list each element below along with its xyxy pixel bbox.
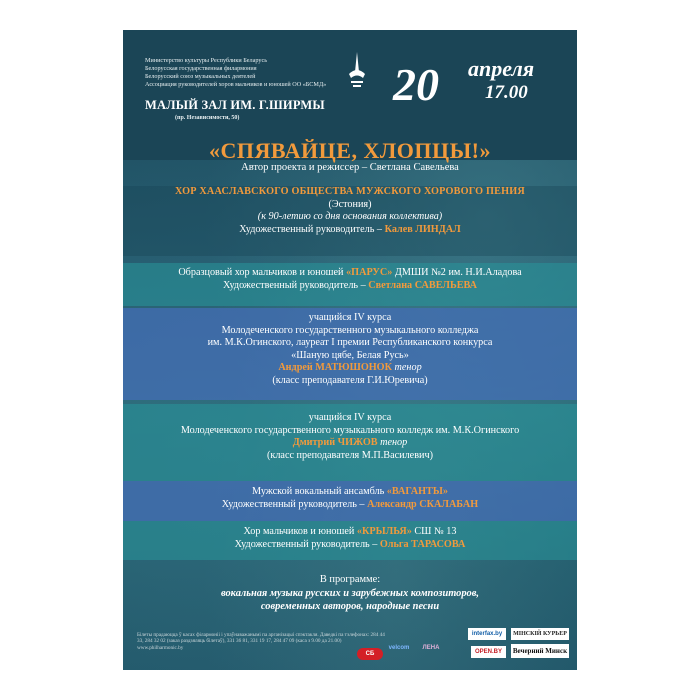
sponsor-logo-minsk-courier: МІНСКІЙ КУРЬЕР — [511, 628, 569, 640]
performer-line: им. М.К.Огинского, лауреат I премии Республиканского конкурса — [207, 337, 493, 349]
organizer-line: Белорусский союз музыкальных деятелей — [145, 73, 256, 80]
performer-name: ХОР ХААСЛАВСКОГО ОБЩЕСТВА МУЖСКОГО ХОРОВОГО ПЕНИЯ — [175, 186, 525, 197]
sponsor-logo-openby: OPEN.BY — [471, 646, 506, 658]
director-name: Светлана САВЕЛЬЕВА — [368, 279, 477, 291]
performer-block-4 — [123, 404, 577, 481]
performer-voice: тенор — [377, 437, 408, 449]
performer-voice: тенор — [392, 362, 422, 374]
performer-teacher: (класс преподавателя М.П.Василевич) — [267, 449, 433, 461]
concert-poster — [123, 30, 577, 670]
performer-prefix: Мужской вокальный ансамбль — [252, 486, 387, 497]
concert-month: апреля — [468, 56, 535, 81]
concert-title: «СПЯВАЙЦЕ, ХЛОПЦЫ!» — [208, 138, 491, 163]
director-label: Художественный руководитель – — [222, 279, 369, 291]
director-label: Художественный руководитель – — [221, 498, 368, 510]
performer-block-2 — [123, 263, 577, 306]
program-line: современных авторов, народные песни — [260, 601, 440, 613]
performer-note: (к 90-летию со дня основания коллектива) — [257, 211, 443, 223]
organizer-line: Белорусская государственная филармония — [145, 65, 257, 72]
performer-block-6 — [123, 521, 577, 560]
performer-line: учащийся IV курса — [308, 312, 392, 323]
performer-name: «КРЫЛЬЯ» — [356, 526, 412, 537]
sponsor-logo-velcom: velcom — [388, 645, 410, 651]
director-label: Художественный руководитель – — [234, 538, 380, 550]
performer-prefix: Хор мальчиков и юношей — [243, 526, 357, 537]
performer-line: Молодеченского государственного музыкального колледжа — [221, 324, 479, 336]
organizer-line: Министерство культуры Республики Беларусь — [145, 57, 268, 64]
sponsor-logo-lena: ЛЕНА — [422, 645, 440, 651]
director-name: Калев ЛИНДАЛ — [384, 223, 461, 235]
performer-prefix: Образцовый хор мальчиков и юношей — [178, 267, 347, 278]
philharmonic-logo-icon — [347, 52, 367, 88]
program-heading: В программе: — [319, 574, 381, 585]
performer-block-1 — [123, 186, 577, 256]
concert-time: 17.00 — [485, 82, 528, 103]
performer-name: «ПАРУС» — [346, 267, 393, 278]
venue-hall: МАЛЫЙ ЗАЛ ИМ. Г.ШИРМЫ — [145, 98, 325, 112]
program-section — [123, 573, 577, 614]
director-name: Александр СКАЛАБАН — [367, 498, 479, 510]
program-line: вокальная музыка русских и зарубежных композиторов, — [220, 587, 479, 599]
concert-subtitle: Автор проекта и режиссер – Светлана Савельева — [241, 162, 459, 173]
performer-suffix: ДМШИ №2 им. Н.И.Аладова — [392, 267, 522, 278]
director-name: Ольга ТАРАСОВА — [379, 538, 466, 550]
performer-name: Андрей МАТЮШОНОК — [278, 362, 392, 374]
sponsor-logo-sb: СБ — [357, 648, 383, 660]
performer-name: Дмитрий ЧИЖОВ — [292, 437, 378, 449]
organizer-line: Ассоциация руководителей хоров мальчиков и юношей ОО «БСМД» — [145, 81, 327, 88]
performer-line: Молодеченского государственного музыкального колледж им. М.К.Огинского — [180, 424, 520, 436]
performer-name: «ВАГАНТЫ» — [386, 486, 448, 497]
performer-line: «Шаную цябе, Белая Русь» — [291, 349, 409, 361]
performer-teacher: (класс преподавателя Г.И.Юревича) — [272, 374, 428, 386]
performer-line: учащийся IV курса — [308, 412, 392, 423]
sponsor-logo-evening-minsk: Вечерний Минск — [511, 644, 569, 658]
ticket-info: Білеты прадаюцца ў касах філармоніі і упаўнаважанымі па арганізацыі спэктакля. Даведкі па тэлефонах: 284 44 33, 284 32 02 (заказ раздзяляць білетаў), 331 36 81, 331 19 17, 284 47 09 (каса з 9.00 да 21.00) www.philharmonic.by — [137, 632, 385, 651]
performer-country: (Эстония) — [328, 198, 372, 210]
concert-day: 20 — [393, 59, 439, 110]
venue-address: (пр. Независимости, 50) — [175, 115, 240, 121]
director-label: Художественный руководитель – — [239, 223, 385, 235]
performer-block-3 — [123, 308, 577, 400]
performer-suffix: СШ № 13 — [411, 526, 457, 537]
performer-block-5 — [123, 481, 577, 521]
sponsor-logo-interfax: interfax.by — [468, 628, 506, 640]
organizers-list — [145, 57, 335, 89]
